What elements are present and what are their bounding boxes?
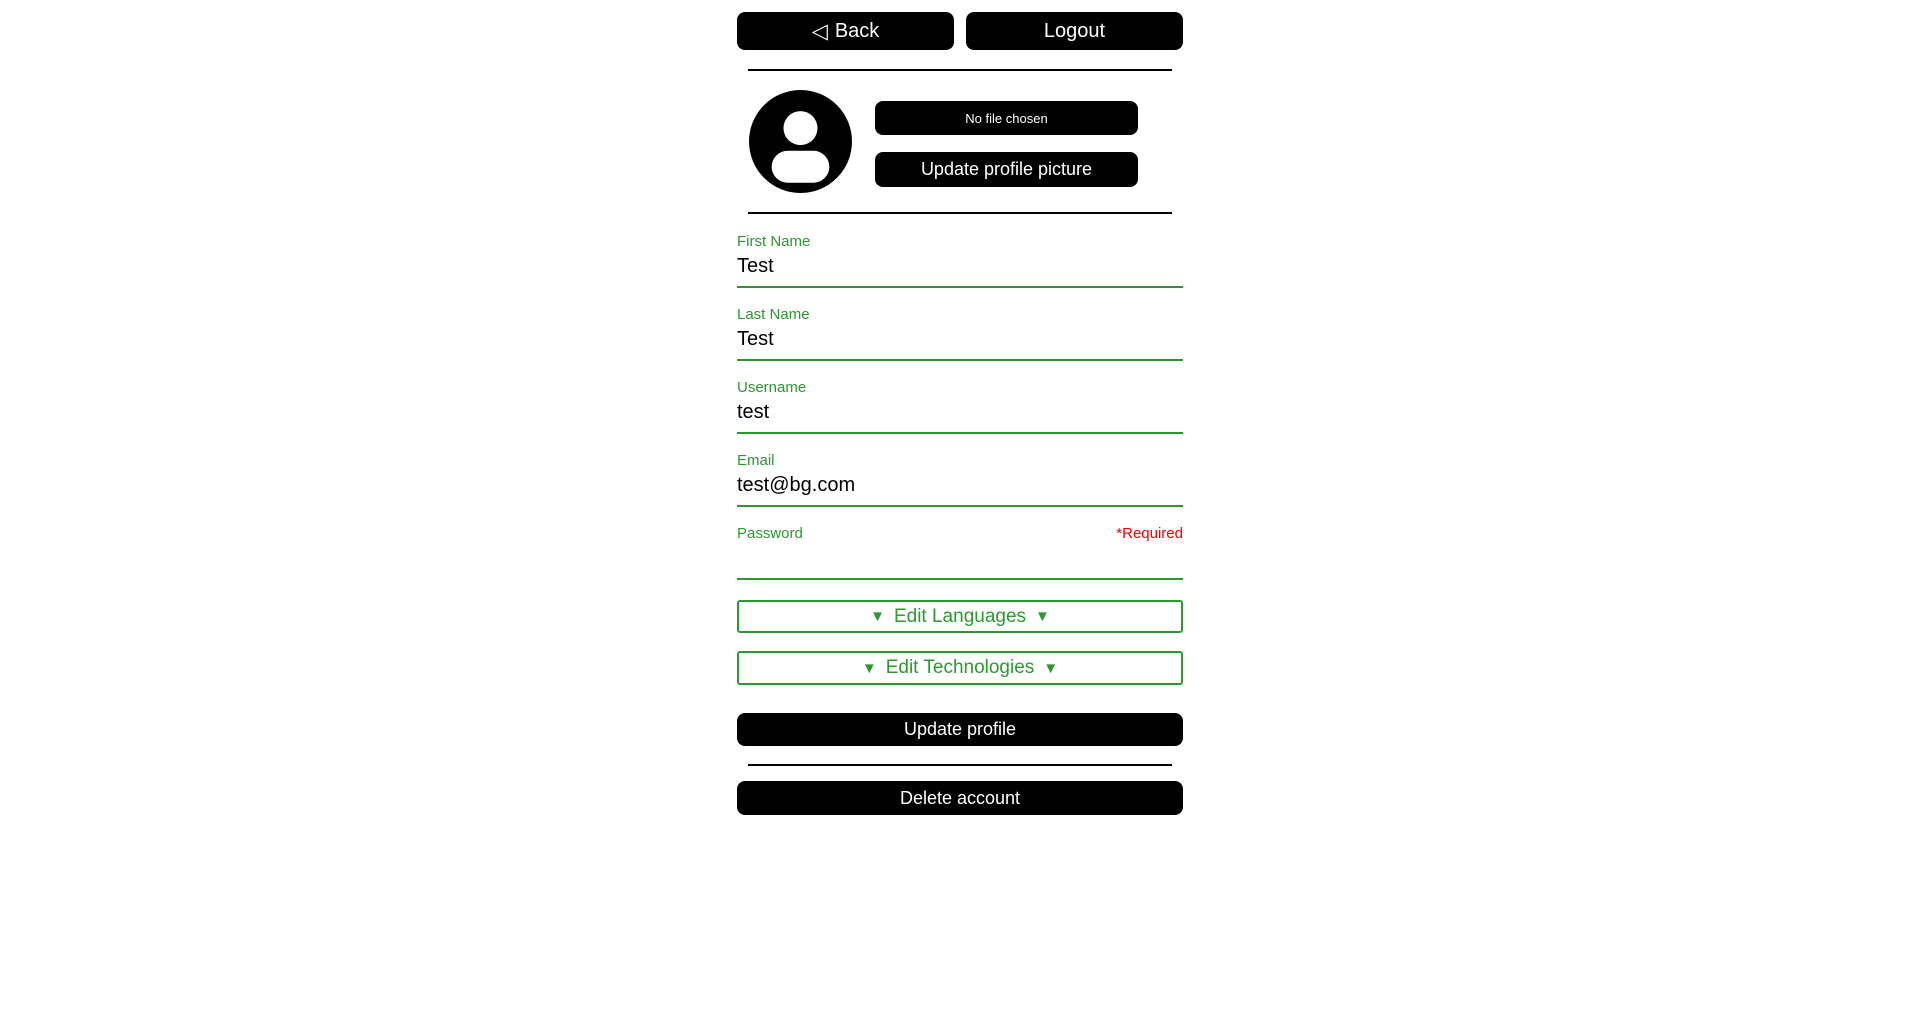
username-field [737,379,1183,434]
username-label: Username [737,379,807,396]
delete-account-button[interactable]: Delete account [737,781,1183,815]
email-input[interactable] [737,470,1183,505]
password-field [737,525,1183,580]
back-button-label: Back [834,19,880,42]
email-label: Email [737,452,775,469]
edit-languages-toggle[interactable] [737,600,1183,633]
edit-technologies-toggle[interactable] [737,651,1183,685]
password-input[interactable] [737,543,1183,578]
back-button[interactable] [737,12,954,50]
first-name-input[interactable] [737,251,1183,286]
email-field [737,452,1183,507]
first-name-label: First Name [737,233,811,250]
back-triangle-icon: ◁ [811,19,828,43]
divider-bottom [748,764,1172,766]
picture-buttons [875,101,1138,187]
password-label: Password [737,525,803,542]
triangle-down-icon: ▼ [870,608,885,625]
edit-technologies-label: Edit Technologies [885,657,1035,678]
logout-button[interactable]: Logout [966,12,1183,50]
divider-middle [748,212,1172,214]
avatar [749,90,852,193]
triangle-down-icon: ▼ [861,659,877,677]
last-name-field [737,306,1183,361]
last-name-input[interactable] [737,324,1183,359]
triangle-down-icon: ▼ [1043,659,1059,677]
profile-page [737,0,1183,815]
profile-picture-section [749,90,1183,193]
triangle-down-icon: ▼ [1035,608,1050,625]
file-chooser-button[interactable]: No file chosen [875,101,1138,135]
first-name-field [737,233,1183,288]
edit-languages-label: Edit Languages [893,605,1027,627]
last-name-label: Last Name [737,306,810,323]
update-profile-button[interactable]: Update profile [737,713,1183,746]
required-note: *Required [1116,525,1183,542]
divider-top [748,69,1172,71]
username-input[interactable] [737,397,1183,432]
update-picture-button[interactable]: Update profile picture [875,152,1138,187]
top-button-row [737,12,1183,50]
